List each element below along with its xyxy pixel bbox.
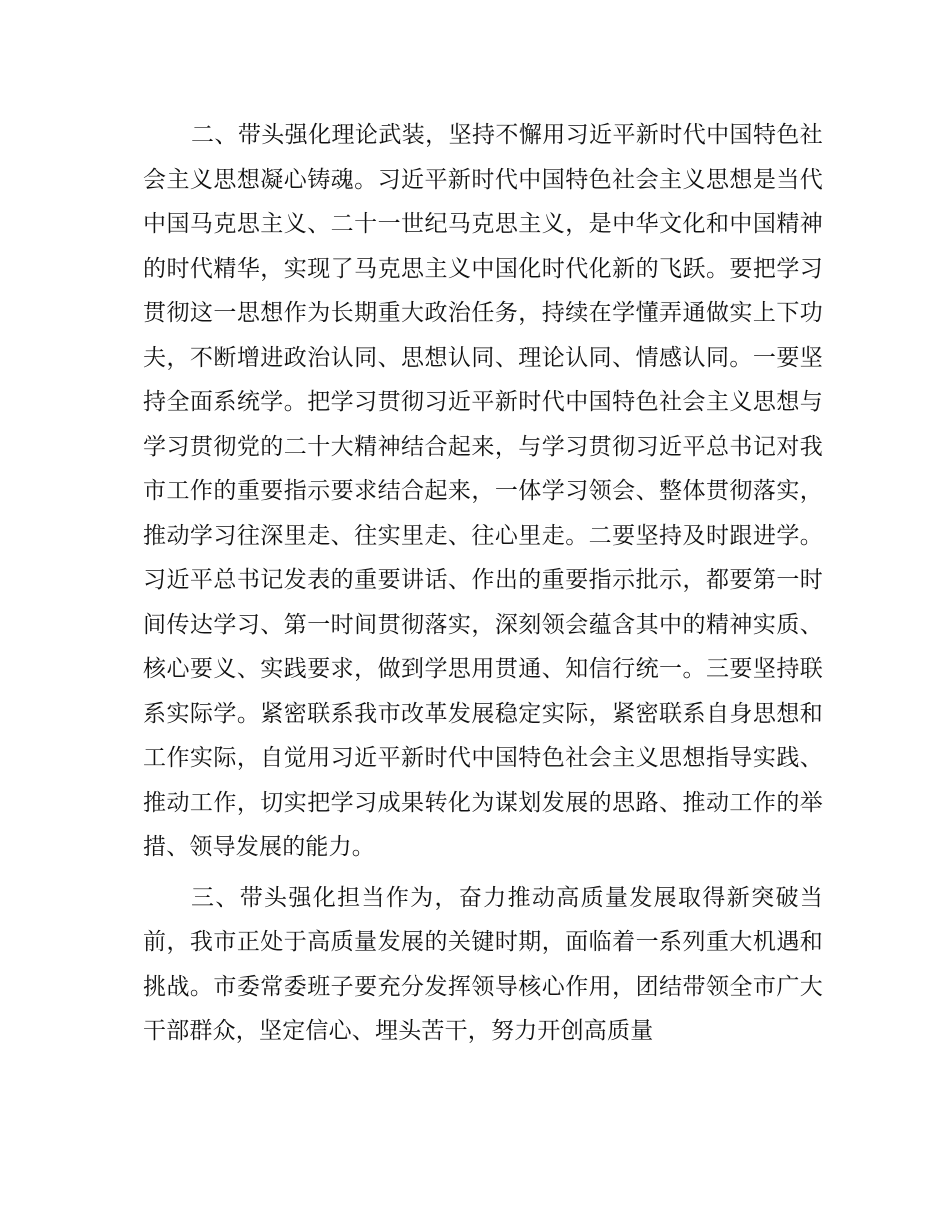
document-body [143,113,823,1054]
paragraph-section-two: 二、带头强化理论武装，坚持不懈用习近平新时代中国特色社会主义思想凝心铸魂。习近平新时代中国特色社会主义思想是当代中国马克思主义、二十一世纪马克思主义，是中华文化和中国精神的时代精华，实现了马克思主义中国化时代化新的飞跃。要把学习贯彻这一思想作为长期重大政治任务，持续在学懂弄通做实上下功夫，不断增进政治认同、思想认同、理论认同、情感认同。一要坚持全面系统学。把学习贯彻习近平新时代中国特色社会主义思想与学习贯彻党的二十大精神结合起来，与学习贯彻习近平总书记对我市工作的重要指示要求结合起来，一体学习领会、整体贯彻落实，推动学习往深里走、往实里走、往心里走。二要坚持及时跟进学。习近平总书记发表的重要讲话、作出的重要指示批示，都要第一时间传达学习、第一时间贯彻落实，深刻领会蕴含其中的精神实质、核心要义、实践要求，做到学思用贯通、知信行统一。三要坚持联系实际学。紧密联系我市改革发展稳定实际，紧密联系自身思想和工作实际，自觉用习近平新时代中国特色社会主义思想指导实践、推动工作，切实把学习成果转化为谋划发展的思路、推动工作的举措、领导发展的能力。 [143,122,823,860]
paragraph-section-three: 三、带头强化担当作为，奋力推动高质量发展取得新突破当前，我市正处于高质量发展的关键时期，面临着一系列重大机遇和挑战。市委常委班子要充分发挥领导核心作用，团结带领全市广大干部群众，坚定信心、埋头苦干，努力开创高质量 [143,884,823,1044]
